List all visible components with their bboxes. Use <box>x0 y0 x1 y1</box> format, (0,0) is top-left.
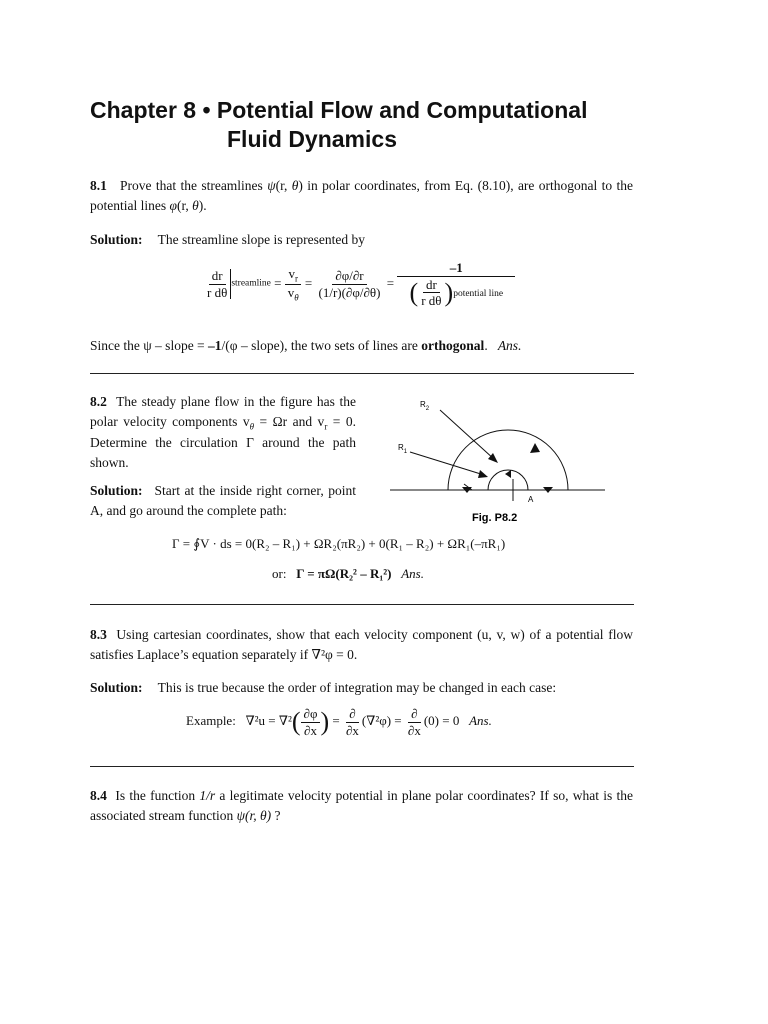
divider <box>90 766 634 767</box>
arrow-inner-arc <box>505 470 511 478</box>
problem-number: 8.1 <box>90 178 107 193</box>
figure-caption: Fig. P8.2 <box>472 512 518 524</box>
equation-8-3: Example: ∇²u = ∇²( $\frac{\partial\varphi}{\partial x}$ ) = $\frac{\partial}{\partial x}$ (∇²φ) = $\frac{\partial}{\partial x}$ (0) = 0 Ans. <box>186 706 492 738</box>
label-r1: $R_1$ <box>398 443 408 455</box>
equation-8-2-result: or: Γ = πΩ(R₂² – R₁²) Ans. <box>272 566 424 581</box>
solution-label: Solution: <box>90 483 143 498</box>
outer-arc <box>448 430 568 490</box>
problem-8-3-solution: Solution: This is true because the order of integration may be changed in each case: <box>90 680 557 695</box>
label-r2: $R_2$ <box>420 400 430 412</box>
chapter-title-line2: Fluid Dynamics <box>227 125 397 152</box>
problem-8-1-solution: Solution: The streamline slope is represented by <box>90 232 365 247</box>
arrow-outer-arc <box>530 443 540 453</box>
problem-8-1-question: 8.1 Prove that the streamlines ψ(r, θ) in polar coordinates, from Eq. (8.10), are orthogonal to the potential lines φ(r, θ). <box>90 178 634 213</box>
problem-8-2-solution: Solution: Start at the inside right corner, point A, and go around the complete path: <box>90 483 356 518</box>
figure-p8-2 <box>380 390 630 530</box>
problem-8-1-conclusion: Since the ψ – slope = –1/(φ – slope), the two sets of lines are orthogonal. Ans. <box>90 338 522 353</box>
equation-8-2-circulation: Γ = ∮V · ds = 0(R₂ – R₁) + ΩR₂(πR₂) + 0(R₁ – R₂) + ΩR₁(–πR₁) <box>172 536 506 551</box>
problem-8-2-question: 8.2 The steady plane flow in the figure has the polar velocity components $v_\theta = \Omega r$ and $v_r = 0$. Determine the circulation Γ around the path shown. <box>90 394 356 470</box>
ans-label: Ans. <box>401 566 424 581</box>
solution-label: Solution: <box>90 680 143 695</box>
problem-number: 8.2 <box>90 394 107 409</box>
problem-8-4-question: 8.4 Is the function 1/r a legitimate velocity potential in plane polar coordinates? If so, what is the associated stream function ψ(r, θ) ? <box>90 788 634 823</box>
ans-label: Ans. <box>469 713 492 729</box>
r2-leader <box>440 410 495 460</box>
equation-8-1: $\frac{dr}{\text{r dθ}}$ streamline = $\frac{v_r}{v_\theta}$ = $\frac{\partial\varphi/\partial r}{(1/r)(\partial\varphi/\partial\theta)}$ = –1 ( $\frac{dr}{\text{r dθ}}$ )potential line <box>204 260 515 309</box>
solution-label: Solution: <box>90 232 143 247</box>
divider <box>90 373 634 374</box>
divider <box>90 604 634 605</box>
chapter-title-line1: Chapter 8 • Potential Flow and Computational <box>90 97 588 123</box>
ans-label: Ans. <box>497 338 522 353</box>
chapter-title <box>90 96 587 154</box>
r1-leader <box>410 452 484 475</box>
problem-number: 8.4 <box>90 788 107 803</box>
problem-8-3-question: 8.3 Using cartesian coordinates, show that each velocity component (u, v, w) of a potential flow satisfies Laplace’s equation separately if ∇²φ = 0. <box>90 627 634 662</box>
label-point-a: A <box>528 495 534 504</box>
problem-number: 8.3 <box>90 627 107 642</box>
